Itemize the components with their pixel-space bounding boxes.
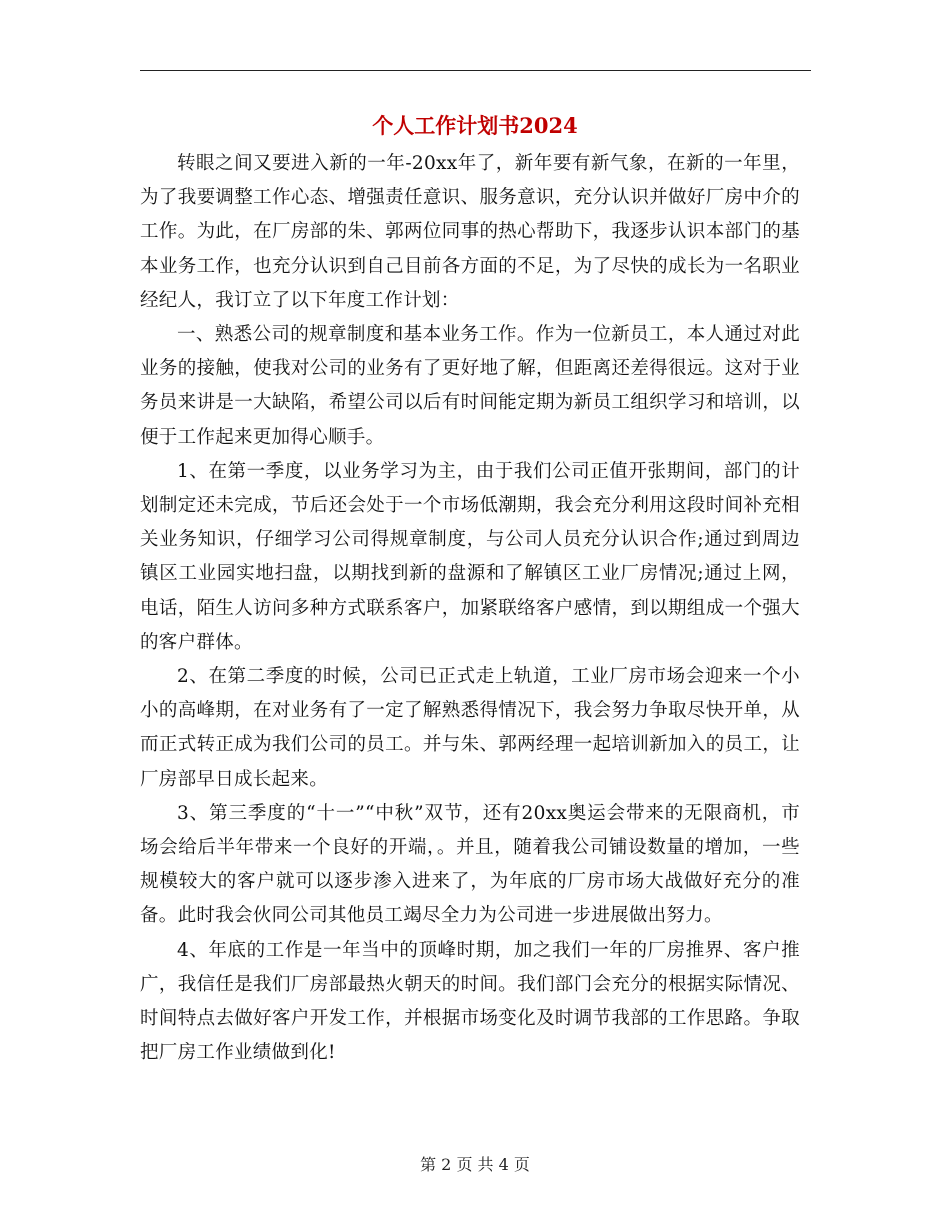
page-number: 第 2 页 共 4 页 <box>420 1155 530 1174</box>
header-rule <box>140 70 811 71</box>
paragraph-quarter-one: 1、在第一季度，以业务学习为主，由于我们公司正值开张期间，部门的计划制定还未完成，节后还会处于一个市场低潮期，我会充分利用这段时间补充相关业务知识，仔细学习公司得规章制度，与公司人员充分认识合作;通过到周边镇区工业园实地扫盘，以期找到新的盘源和了解镇区工业厂房情况;通过上网，电话，陌生人访问多种方式联系客户，加紧联络客户感情，到以期组成一个强大的客户群体。 <box>140 460 800 653</box>
paragraph-quarter-two: 2、在第二季度的时候，公司已正式走上轨道，工业厂房市场会迎来一个小小的高峰期，在对业务有了一定了解熟悉得情况下，我会努力争取尽快开单，从而正式转正成为我们公司的员工。并与朱、郭两经理一起培训新加入的员工，让厂房部早日成长起来。 <box>140 666 800 790</box>
document-title: 个人工作计划书2024 <box>372 113 578 138</box>
paragraph-year-end: 4、年底的工作是一年当中的顶峰时期，加之我们一年的厂房推界、客户推广，我信任是我们厂房部最热火朝天的时间。我们部门会充分的根据实际情况、时间特点去做好客户开发工作，并根据市场变化及时调节我部的工作思路。争取把厂房工作业绩做到化! <box>140 939 800 1064</box>
paragraph-quarter-three: 3、第三季度的“十一”“中秋”双节，还有20xx奥运会带来的无限商机，市场会给后半年带来一个良好的开端，。并且，随着我公司铺设数量的增加，一些规模较大的客户就可以逐步渗入进来了，为年底的厂房市场大战做好充分的准备。此时我会伙同公司其他员工竭尽全力为公司进一步进展做出努力。 <box>140 802 800 927</box>
document-body <box>140 147 800 1070</box>
paragraph-intro: 转眼之间又要进入新的一年-20xx年了，新年要有新气象，在新的一年里，为了我要调整工作心态、增强责任意识、服务意识，充分认识并做好厂房中介的工作。为此，在厂房部的朱、郭两位同事的热心帮助下，我逐步认识本部门的基本业务工作，也充分认识到自己目前各方面的不足，为了尽快的成长为一名职业经纪人，我订立了以下年度工作计划： <box>140 153 800 311</box>
paragraph-section-one: 一、熟悉公司的规章制度和基本业务工作。作为一位新员工，本人通过对此业务的接触，使我对公司的业务有了更好地了解，但距离还差得很远。这对于业务员来讲是一大缺陷，希望公司以后有时间能定期为新员工组织学习和培训，以便于工作起来更加得心顺手。 <box>140 324 800 448</box>
